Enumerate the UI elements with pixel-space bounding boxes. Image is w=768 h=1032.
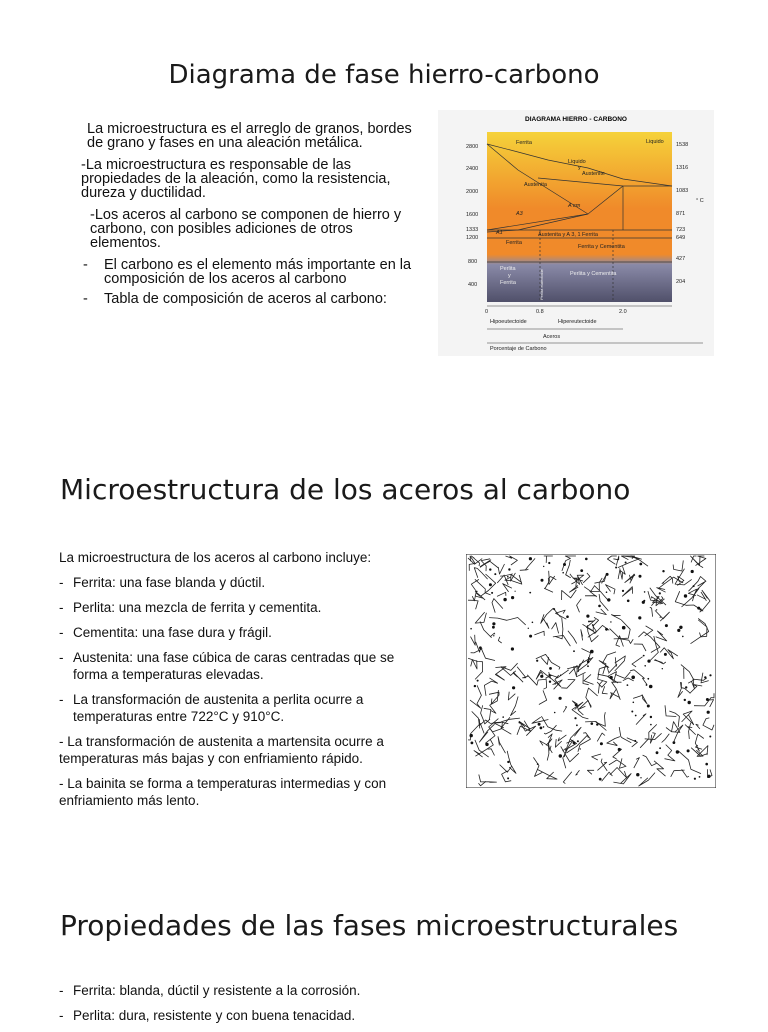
carbide-particle	[607, 598, 610, 601]
carbide-particle	[679, 626, 682, 629]
carbide-particle	[512, 686, 515, 689]
carbide-particle	[694, 778, 696, 780]
carbide-particle	[590, 650, 594, 654]
carbide-particle	[709, 674, 711, 676]
list-item-text: La transformación de austenita a perlita ocurre a temperaturas entre 722°C y 910°C.	[73, 691, 424, 725]
section-title-phase-properties: Propiedades de las fases microestructurales	[60, 909, 678, 942]
carbide-particle	[476, 591, 477, 592]
carbide-particle	[587, 661, 590, 664]
carbide-particle	[649, 685, 653, 689]
carbide-particle	[610, 676, 613, 679]
tick-label: 1538	[676, 142, 688, 148]
bullet-marker: -	[59, 624, 73, 641]
list-item	[59, 624, 424, 641]
carbide-particle	[697, 607, 700, 610]
carbide-particle	[519, 722, 521, 724]
carbide-particle	[638, 616, 641, 619]
carbide-particle	[650, 724, 652, 726]
carbide-particle	[682, 636, 684, 638]
carbide-particle	[508, 568, 510, 570]
bullet-text: El carbono es el elemento más importante en la composición de los aceros al carbono	[104, 258, 426, 286]
paragraph-line: - La transformación de austenita a martensita ocurre a temperaturas más bajas y con enfriamiento rápido.	[59, 733, 424, 767]
carbide-particle	[489, 568, 491, 570]
carbide-particle	[566, 615, 569, 618]
carbide-particle	[563, 563, 566, 566]
carbide-particle	[540, 675, 543, 678]
region-label: Ferrita	[516, 140, 533, 146]
region-label: y	[578, 165, 581, 171]
region-label: Austenite	[582, 171, 605, 177]
carbide-particle	[556, 677, 557, 678]
carbide-particle	[553, 608, 555, 610]
carbide-particle	[635, 715, 637, 717]
carbide-particle	[625, 562, 627, 564]
carbide-particle	[532, 622, 534, 624]
diagram-title: DIAGRAMA HIERRO - CARBONO	[525, 116, 627, 123]
carbide-particle	[631, 676, 635, 680]
carbide-particle	[622, 590, 624, 592]
carbide-particle	[549, 681, 551, 683]
carbide-particle	[659, 592, 661, 594]
tick-label: 427	[676, 256, 685, 262]
list-item-text: Cementita: una fase dura y frágil.	[73, 624, 424, 641]
carbide-particle	[704, 676, 706, 678]
section3-body	[59, 982, 659, 1032]
list-item-text: Perlita: dura, resistente y con buena tenacidad.	[73, 1007, 355, 1024]
carbide-particle	[540, 727, 543, 730]
carbide-particle	[688, 701, 691, 704]
carbide-particle	[684, 699, 686, 701]
bullet-marker: -	[59, 649, 73, 683]
carbide-particle	[559, 697, 562, 700]
micrograph-image	[466, 554, 716, 788]
carbide-particle	[474, 685, 476, 687]
carbide-particle	[574, 717, 576, 719]
tick-label: 1333	[466, 227, 478, 233]
bullet-marker: -	[81, 292, 104, 306]
carbide-particle	[511, 596, 514, 599]
carbide-particle	[479, 646, 482, 649]
bullet-marker: -	[81, 258, 104, 286]
bullet-marker: -	[59, 574, 73, 591]
bullet-marker: -	[59, 1007, 73, 1024]
list-item-text: Perlita: una mezcla de ferrita y cementita.	[73, 599, 424, 616]
carbide-particle	[554, 712, 556, 714]
carbide-particle	[485, 743, 488, 746]
x-tick-label: 0	[485, 309, 488, 315]
tick-label: 1083	[676, 188, 688, 194]
list-item-text: Austenita: una fase cúbica de caras centradas que se forma a temperaturas elevadas.	[73, 649, 424, 683]
carbide-particle	[633, 702, 635, 704]
carbide-particle	[705, 763, 708, 766]
tick-label: 2000	[466, 189, 478, 195]
carbide-particle	[528, 628, 529, 629]
carbide-particle	[706, 698, 709, 701]
carbide-particle	[493, 635, 494, 636]
carbide-particle	[644, 665, 646, 667]
carbide-particle	[541, 579, 544, 582]
paragraph-line: - La bainita se forma a temperaturas intermedias y con enfriamiento más lento.	[59, 775, 424, 809]
carbide-particle	[507, 576, 509, 578]
carbide-particle	[507, 777, 509, 779]
carbide-particle	[656, 751, 659, 754]
region-label: A3	[515, 211, 524, 217]
carbide-particle	[693, 585, 695, 587]
region-label: A cm	[567, 203, 581, 209]
carbide-particle	[580, 569, 583, 572]
region-label: A1	[495, 230, 503, 236]
region-label: Liquido	[646, 139, 664, 145]
carbide-particle	[640, 777, 641, 778]
carbide-particle	[543, 726, 545, 728]
carbide-particle	[548, 674, 550, 676]
carbide-particle	[642, 601, 645, 604]
axis-label: Porcentaje de Carbono	[490, 346, 547, 352]
carbide-particle	[554, 683, 555, 684]
carbide-particle	[647, 705, 650, 708]
carbide-particle	[599, 778, 602, 781]
carbide-particle	[543, 566, 544, 567]
list-item	[59, 574, 424, 591]
list-item	[59, 1007, 659, 1024]
carbide-particle	[491, 592, 493, 594]
carbide-particle	[587, 665, 589, 667]
carbide-particle	[622, 626, 626, 630]
carbide-particle	[503, 598, 506, 601]
list-item	[59, 691, 424, 725]
axis-note: Aceros	[543, 334, 560, 340]
tick-label: 2800	[466, 144, 478, 150]
carbide-particle	[664, 653, 667, 656]
carbide-particle	[529, 635, 532, 638]
paragraph-microstructure: La microestructura es el arreglo de granos, bordes de grano y fases en una aleación metálica.	[81, 122, 426, 150]
tick-label: 204	[676, 279, 685, 285]
carbide-particle	[616, 744, 617, 745]
tick-label: 649	[676, 235, 685, 241]
carbide-particle	[627, 684, 629, 686]
carbide-particle	[477, 680, 479, 682]
carbide-particle	[665, 624, 668, 627]
carbide-particle	[662, 570, 664, 572]
paragraph-composition: -Los aceros al carbono se componen de hierro y carbono, con posibles adiciones de otros elementos.	[81, 208, 426, 250]
carbide-particle	[644, 591, 646, 593]
carbide-particle	[639, 575, 642, 578]
axis-note: Hipereutectoide	[558, 319, 597, 325]
carbide-particle	[502, 716, 504, 718]
carbide-particle	[650, 716, 652, 718]
carbide-particle	[631, 711, 633, 713]
carbide-particle	[606, 591, 608, 593]
carbide-particle	[691, 570, 694, 573]
bullet-item	[81, 292, 426, 306]
carbide-particle	[639, 563, 642, 566]
carbide-particle	[598, 605, 601, 608]
carbide-particle	[659, 747, 661, 749]
section2-body	[59, 549, 424, 817]
carbide-particle	[492, 622, 495, 625]
carbide-particle	[643, 655, 645, 657]
region-label: Perlita eutectoide	[539, 268, 544, 300]
carbide-particle	[577, 740, 579, 742]
region-label: Ferrita y Cementita	[578, 244, 626, 250]
bullet-item	[81, 258, 426, 286]
bullet-marker: -	[59, 599, 73, 616]
carbide-particle	[634, 740, 636, 742]
carbide-particle	[515, 591, 516, 592]
tick-label: 1316	[676, 165, 688, 171]
region-label: Ferrita	[506, 240, 523, 246]
carbide-particle	[707, 775, 710, 778]
carbide-particle	[585, 558, 588, 561]
carbide-particle	[709, 736, 711, 738]
carbide-particle	[605, 628, 608, 631]
tick-label: 723	[676, 227, 685, 233]
section-title-phase-diagram: Diagrama de fase hierro-carbono	[0, 60, 768, 90]
carbide-particle	[610, 621, 611, 622]
list-item	[59, 599, 424, 616]
carbide-particle	[600, 742, 603, 745]
x-tick-label: 0.8	[536, 309, 544, 315]
carbide-particle	[549, 667, 552, 670]
carbide-particle	[576, 724, 578, 726]
region-label: Perlita	[500, 266, 517, 272]
carbide-particle	[511, 647, 514, 650]
carbide-particle	[492, 626, 495, 629]
x-tick-label: 2.0	[619, 309, 627, 315]
section1-body	[81, 122, 426, 312]
carbide-particle	[575, 704, 578, 707]
carbide-particle	[586, 615, 589, 618]
axis-note: Hipoeutectoide	[490, 319, 527, 325]
carbide-particle	[580, 748, 581, 749]
carbide-particle	[685, 686, 687, 688]
carbide-particle	[618, 748, 621, 751]
region-label: Perlita y Cementita	[570, 271, 617, 277]
carbide-particle	[548, 562, 550, 564]
list-item	[59, 982, 659, 999]
carbide-particle	[636, 773, 639, 776]
carbide-particle	[538, 723, 541, 726]
bullet-marker: -	[59, 691, 73, 725]
tick-label: 871	[676, 211, 685, 217]
carbide-particle	[529, 557, 532, 560]
tick-label: 2400	[466, 166, 478, 172]
bullet-marker: -	[59, 982, 73, 999]
carbide-particle	[529, 592, 531, 594]
carbide-particle	[596, 723, 598, 725]
carbide-particle	[647, 678, 649, 680]
carbide-particle	[660, 617, 661, 618]
section-title-microstructure: Microestructura de los aceros al carbono	[60, 473, 630, 506]
carbide-particle	[677, 629, 680, 632]
carbide-particle	[494, 573, 496, 575]
carbide-particle	[471, 742, 474, 745]
list-item-text: Ferrita: una fase blanda y dúctil.	[73, 574, 424, 591]
carbide-particle	[573, 741, 576, 744]
carbide-particle	[470, 734, 473, 737]
carbide-particle	[676, 750, 679, 753]
region-label: Ferrita	[500, 280, 517, 286]
carbide-particle	[562, 572, 564, 574]
carbide-particle	[470, 628, 472, 630]
carbide-particle	[559, 754, 562, 757]
iron-carbon-phase-diagram	[438, 110, 714, 356]
list-item-text: Ferrita: blanda, dúctil y resistente a la corrosión.	[73, 982, 360, 999]
carbide-particle	[646, 684, 648, 686]
bullet-text: Tabla de composición de aceros al carbono:	[104, 292, 426, 306]
list-item	[59, 649, 424, 683]
region-label: Liquido	[568, 159, 586, 165]
tick-label: 800	[468, 259, 477, 265]
carbide-particle	[699, 776, 701, 778]
tick-label: 400	[468, 282, 477, 288]
carbide-particle	[537, 763, 539, 765]
tick-label: 1600	[466, 212, 478, 218]
region-label: Austenita	[524, 182, 548, 188]
region-label: y	[508, 273, 511, 279]
region-label: Austenita y A 3, 1 Ferrita	[538, 232, 599, 238]
carbide-particle	[489, 583, 492, 586]
tick-label: 1200	[466, 235, 478, 241]
carbide-particle	[536, 660, 538, 662]
carbide-particle	[684, 594, 687, 597]
carbide-particle	[592, 624, 594, 626]
carbide-particle	[673, 741, 676, 744]
carbide-particle	[687, 749, 690, 752]
carbide-particle	[507, 761, 509, 763]
carbide-particle	[560, 675, 561, 676]
unit-label: ° C	[696, 198, 704, 204]
carbide-particle	[606, 573, 609, 576]
carbide-particle	[647, 660, 650, 663]
carbide-particle	[615, 567, 617, 569]
carbide-particle	[573, 650, 575, 652]
intro-line: La microestructura de los aceros al carbono incluye:	[59, 549, 424, 566]
carbide-particle	[707, 711, 710, 714]
carbide-particle	[591, 722, 594, 725]
paragraph-responsible: -La microestructura es responsable de las propiedades de la aleación, como la resistencia, dureza y ductilidad.	[81, 158, 426, 200]
carbide-particle	[656, 609, 657, 610]
carbide-particle	[627, 600, 630, 603]
carbide-particle	[662, 668, 663, 669]
